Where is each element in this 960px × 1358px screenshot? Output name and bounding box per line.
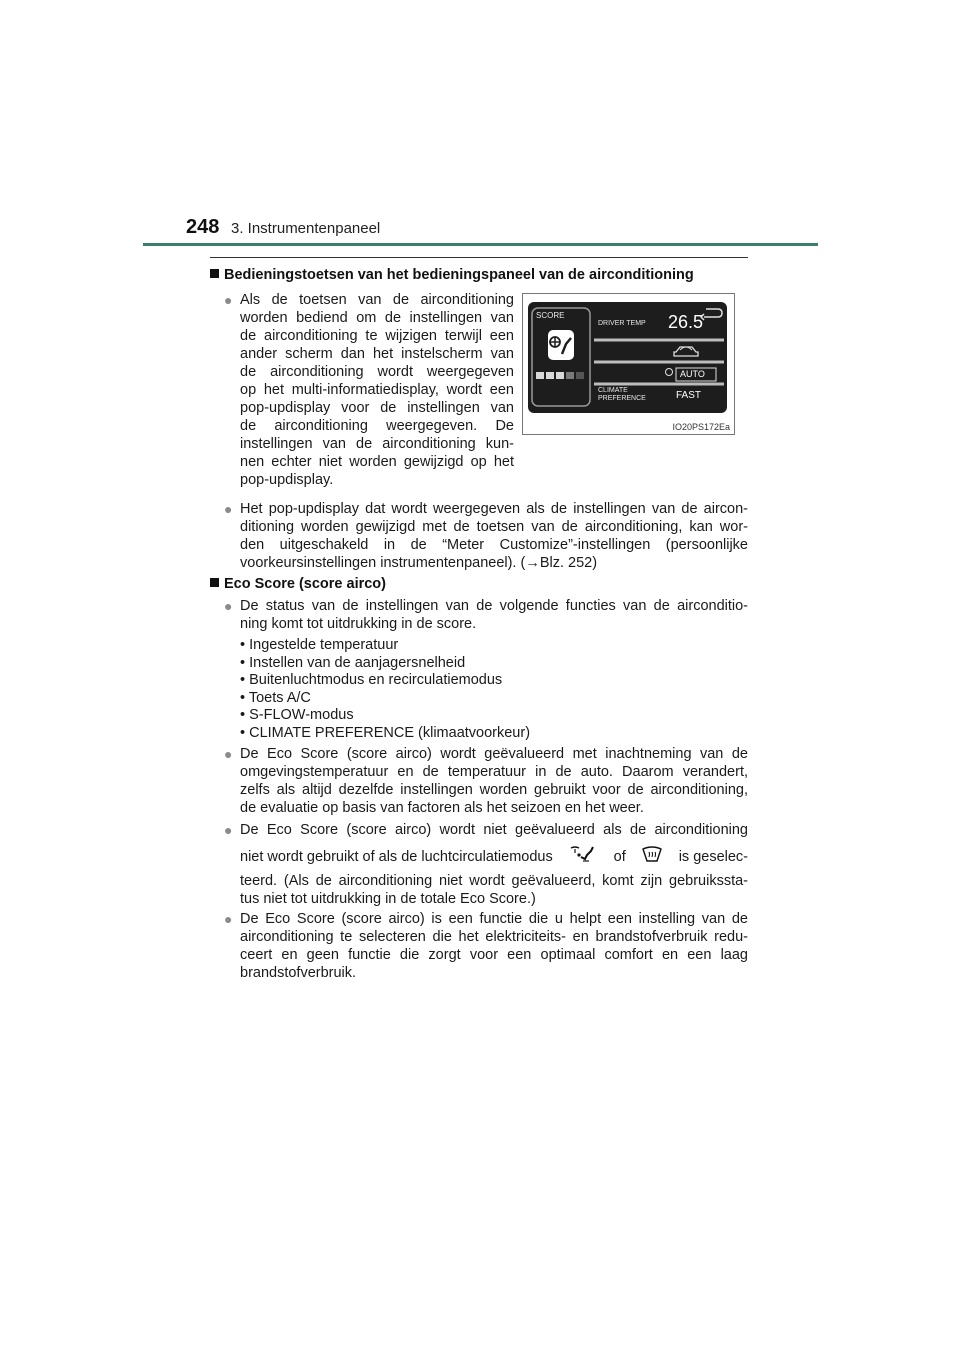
text-line: tus niet tot uitdrukking in de totale Eco Score.) <box>240 891 536 907</box>
text-line: airconditioning te selecteren die het elektriciteits- en brandstofverbruik redu- <box>240 929 748 945</box>
paragraph-eco-purpose <box>224 910 748 982</box>
text-line: de airconditioning weergegeven. De <box>240 418 514 434</box>
text-line: de airconditioning te wijzigen terwijl een <box>240 328 514 344</box>
text-line: worden bediend om de instellingen van <box>240 310 514 326</box>
circle-bullet-icon: ● <box>224 598 233 614</box>
circle-bullet-icon: ● <box>224 822 233 838</box>
eco-functions-list <box>240 637 530 742</box>
driver-temp-label: DRIVER TEMP <box>598 320 646 327</box>
text-segment: of <box>613 848 626 865</box>
text-line: nen echter niet worden gewijzigd op het <box>240 454 514 470</box>
section-heading-text: Eco Score (score airco) <box>224 576 386 592</box>
paragraph-meter-customize <box>224 500 748 572</box>
circle-bullet-icon: ● <box>224 292 233 308</box>
climate-label-1: CLIMATE <box>598 387 628 394</box>
paragraph-eco-not-evaluated <box>224 821 748 908</box>
text-line: instellingen van de airconditioning kun- <box>240 436 514 452</box>
text-line: De Eco Score (score airco) wordt geëvalueerd met inachtneming van de <box>240 746 748 762</box>
text-segment: is geselec- <box>678 848 748 865</box>
climate-value: FAST <box>676 390 702 401</box>
paragraph-popup-display <box>224 291 514 489</box>
section-heading-controls <box>210 266 694 284</box>
list-item: • Ingestelde temperatuur <box>240 637 399 653</box>
circle-bullet-icon: ● <box>224 746 233 762</box>
section-rule <box>210 257 748 258</box>
text-line: De Eco Score (score airco) is een functie die u helpt een instelling van de <box>240 911 748 927</box>
text-line: ning komt tot uitdrukking in de score. <box>240 616 477 632</box>
text-line: brandstofverbruik. <box>240 965 357 981</box>
chapter-title: 3. Instrumentenpaneel <box>231 220 381 237</box>
square-bullet-icon <box>210 578 219 587</box>
climate-label-2: PREFERENCE <box>598 395 646 402</box>
text-line: teerd. (Als de airconditioning niet wordt geëvalueerd, komt zijn gebruikssta- <box>240 873 748 889</box>
text-line: Het pop-updisplay dat wordt weergegeven als de instellingen van de aircon- <box>240 501 748 517</box>
paragraph-eco-evaluation <box>224 745 748 817</box>
ac-popup-figure <box>522 293 735 435</box>
text-line: pop-updisplay voor de instellingen van <box>240 400 514 416</box>
text-line: De status van de instellingen van de volgende functies van de airconditio- <box>240 598 748 614</box>
text-line: de airconditioning wordt weergegeven <box>240 364 514 380</box>
text-line: pop-updisplay. <box>240 472 334 488</box>
text-line: ditioning worden gewijzigd met de toetsen van de airconditioning, kan wor- <box>240 519 748 535</box>
header-rule <box>143 243 818 246</box>
car-recirculation-icon <box>674 347 698 356</box>
paragraph-eco-status <box>224 597 748 633</box>
section-heading-eco-score <box>210 575 386 593</box>
square-bullet-icon <box>210 269 219 278</box>
list-item: • CLIMATE PREFERENCE (klimaatvoorkeur) <box>240 724 531 741</box>
text-line: De Eco Score (score airco) wordt niet geëvalueerd als de airconditioning <box>240 822 748 838</box>
climate-preference-label <box>598 387 646 403</box>
page-number: 248 <box>186 216 220 238</box>
return-arrow-icon <box>701 309 722 320</box>
text-line: Als de toetsen van de airconditioning <box>240 292 514 308</box>
text-line: ceert en geen functie die zorgt voor een optimaal comfort en een laag <box>240 947 748 963</box>
text-line-with-icons <box>240 845 748 868</box>
list-item: • S-FLOW-modus <box>240 707 354 723</box>
figure-code: IO20PS172Ea <box>672 422 730 432</box>
score-label: SCORE <box>536 311 565 320</box>
auto-label: AUTO <box>680 369 705 379</box>
list-item: • Toets A/C <box>240 689 311 706</box>
fan-icon <box>550 337 560 347</box>
circle-bullet-icon: ● <box>224 911 233 927</box>
feet-windshield-mode-icon <box>568 845 598 868</box>
list-item: • Buitenluchtmodus en recirculatiemodus <box>240 672 503 688</box>
temp-value: 26.5 <box>668 312 704 332</box>
display-screen <box>528 302 727 413</box>
text-segment: niet wordt gebruikt of als de luchtcirculatiemodus <box>240 848 553 865</box>
list-item: • Instellen van de aanjagersnelheid <box>240 654 466 671</box>
text-line: voorkeursinstellingen instrumentenpaneel). (→Blz. 252) <box>240 555 598 571</box>
circle-bullet-icon: ● <box>224 501 233 517</box>
text-line: op het multi-informatiedisplay, wordt een <box>240 382 514 398</box>
text-line: ander scherm dan het instelscherm van <box>240 346 514 362</box>
text-line: zelfs als altijd dezelfde instellingen worden gebruikt voor de airconditioning, <box>240 782 748 798</box>
fan-small-icon <box>666 369 673 376</box>
windshield-defrost-icon <box>641 845 663 868</box>
text-line: omgevingstemperatuur en de temperatuur in de auto. Daarom verandert, <box>240 764 748 780</box>
section-heading-text: Bedieningstoetsen van het bedieningspaneel van de airconditioning <box>224 267 694 283</box>
text-line: de evaluatie op basis van factoren als het seizoen en het weer. <box>240 800 644 816</box>
text-line: den uitgeschakeld in de “Meter Customize”-instellingen (persoonlijke <box>240 537 748 553</box>
